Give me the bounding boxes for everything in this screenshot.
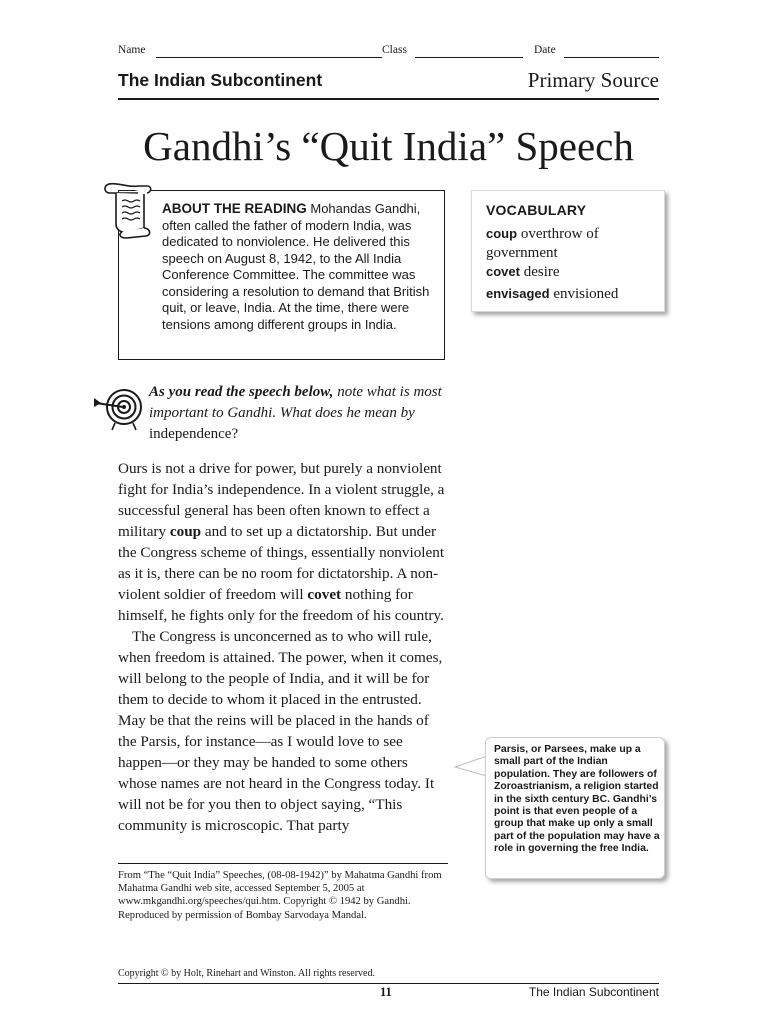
callout-text: Parsis, or Parsees, make up a small part of the Indian population. They are followers of Zoroastrianism, a religion started in the sixth century BC. Gandhi’s point is that even people of a group that make up only a small part of the population may have a role in governing the free India. <box>494 744 660 855</box>
vocab-highlight-coup: coup <box>169 523 202 540</box>
prompt-word: independence? <box>149 426 239 442</box>
copyright: Copyright © by Holt, Rinehart and Winston. All rights reserved. <box>118 968 375 979</box>
name-line <box>156 57 382 58</box>
date-line <box>564 57 659 58</box>
about-text <box>162 201 434 333</box>
page-title: Gandhi’s “Quit India” Speech <box>143 123 634 169</box>
callout-pointer <box>453 754 489 783</box>
class-label: Class <box>382 44 407 56</box>
about-heading: ABOUT THE READING <box>162 201 307 216</box>
vocab-item <box>486 224 658 263</box>
speech-text-run: Ours is not a drive for power, but purely a nonviolent fight for India’s independence. In a violent struggle, a successful general has been often known to effect a military <box>118 460 445 540</box>
speech-text-run: and to set up a dictatorship. But under the Congress scheme of things, essentially nonviolent as it is, there can be no room for dictatorship. A non-violent soldier of freedom will <box>118 523 445 603</box>
vocab-term: envisaged <box>486 286 550 301</box>
vocab-definition: desire <box>523 264 560 280</box>
source-rule <box>118 863 448 864</box>
vocab-item <box>486 286 618 303</box>
about-body: Mohandas Gandhi, often called the father of modern India, was dedicated to nonviolence. He delivered this speech on August 8, 1942, to the All India Conference Committee. The committee was considering a resolution to demand that British quit, or leave, India. At the time, there were tensions among different groups in India. <box>162 201 430 332</box>
vocab-definition: overthrow of government <box>486 226 599 261</box>
unit-title: The Indian Subcontinent <box>118 70 323 90</box>
source-type: Primary Source <box>527 68 659 92</box>
speech-text <box>118 458 445 836</box>
reading-prompt <box>149 382 449 445</box>
prompt-rest: note what is most important to Gandhi. What does he mean by <box>149 384 442 421</box>
date-label: Date <box>534 44 556 56</box>
vocabulary-title: VOCABULARY <box>486 202 587 218</box>
vocab-definition: envisioned <box>553 286 619 302</box>
speech-paragraph: The Congress is unconcerned as to who will rule, when freedom is attained. The power, when it comes, will belong to the people of India, and it will be for them to decide to whom it placed in the entrusted. May be that the reins will be placed in the hands of the Parsis, for instance—as I would love to see happen—or they may be handed to some others whose names are not heard in the Congress today. It will not be for you then to object saying, “This community is microscopic. That party <box>118 628 443 834</box>
footer-rule <box>118 983 659 984</box>
header-rule <box>118 98 659 100</box>
speech-text-run: nothing for himself, he fights only for the freedom of his country. <box>118 586 444 624</box>
source-note: From “The “Quit India” Speeches, (08-08-1942)” by Mahatma Gandhi from Mahatma Gandhi web site, accessed September 5, 2005 at www.mkgandhi.org/speeches/qui.htm. Copyright © 1942 by Gandhi. Reproduced by permission of Bombay Sarvodaya Mandal. <box>118 870 442 921</box>
vocab-item <box>486 264 560 281</box>
prompt-lead: As you read the speech below, <box>149 384 334 400</box>
scroll-icon <box>100 178 156 245</box>
page-number: 11 <box>380 985 392 999</box>
speech-paragraph <box>118 458 445 626</box>
class-line <box>415 57 523 58</box>
name-label: Name <box>118 44 146 56</box>
vocab-term: coup <box>486 226 518 241</box>
target-arrow-icon <box>92 383 144 436</box>
vocab-term: covet <box>486 264 520 279</box>
footer-unit-title: The Indian Subcontinent <box>528 985 659 999</box>
vocab-highlight-covet: covet <box>307 586 342 603</box>
